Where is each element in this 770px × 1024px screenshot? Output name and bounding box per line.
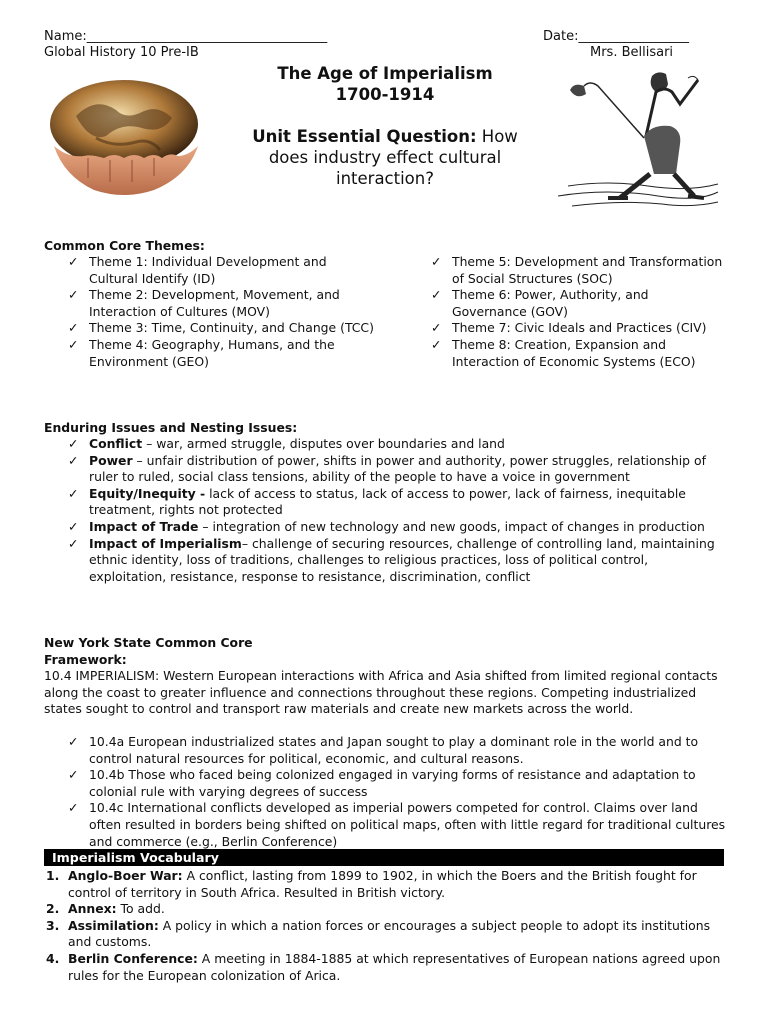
check-icon: ✓ [68,287,79,303]
check-icon: ✓ [68,518,79,534]
theme-item-8: ✓ Theme 8: Creation, Expansion and Interaction of Economic Systems (ECO) [431,336,696,369]
check-icon: ✓ [68,734,79,749]
check-icon: ✓ [68,336,79,352]
theme-item-2: ✓ Theme 2: Development, Movement, and Interaction of Cultures (MOV) [68,287,340,319]
themes-heading: Common Core Themes: [44,238,205,253]
course-name: Global History 10 Pre-IB [44,45,199,60]
essential-question-label: Unit Essential Question: [252,127,477,146]
date-field-label: Date:_________________ [543,29,689,44]
vocab-item: 3. Assimilation: A policy in which a nation forces or encourages a subject people to adopt its institutions and customs. [46,917,711,950]
issue-item: ✓ Conflict – war, armed struggle, disputes over boundaries and land [68,436,505,451]
vocab-item: 1. Anglo-Boer War: A conflict, lasting from 1899 to 1902, in which the Boers and the British fought for control of territory in South Africa. Resulted in British victory. [46,868,697,900]
document-title: The Age of Imperialism [277,64,493,83]
document-date-range: 1700-1914 [335,85,435,104]
theme-item-7: ✓ Theme 7: Civic Ideals and Practices (CIV) [431,320,707,336]
issue-item: ✓ Equity/Inequity - lack of access to status, lack of access to power, lack of fairness, inequitable treatment, rights not protected [68,485,686,518]
framework-list [44,734,728,850]
framework-item: ✓ 10.4c International conflicts developed as imperial powers competed for control. Claims over land often resulted in borders being shifted on political maps, often with little regard for traditional cultures and commerce (e.g., Berlin Conference) [68,800,726,849]
check-icon: ✓ [68,254,79,269]
essential-question [232,126,538,189]
check-icon: ✓ [68,767,79,783]
framework-item: ✓ 10.4a European industrialized states and Japan sought to play a dominant role in the world and to control natural resources for political, economic, and cultural reasons. [68,734,699,766]
check-icon: ✓ [68,535,79,551]
theme-item-3: ✓ Theme 3: Time, Continuity, and Change (TCC) [68,320,374,336]
framework-item: ✓ 10.4b Those who faced being colonized engaged in varying forms of resistance and adaptation to colonial rule with varying degrees of success [68,767,696,799]
check-icon: ✓ [68,452,79,468]
theme-item-6: ✓ Theme 6: Power, Authority, and Governance (GOV) [431,287,649,319]
issues-list [44,436,728,585]
globe-in-hand-image [36,76,211,200]
vocabulary-list [44,868,728,984]
issue-item: ✓ Power – unfair distribution of power, shifts in power and authority, power struggles, relationship of ruler to ruled, social class tensions, ability of the people to have a voice in government [68,452,706,485]
issue-item: ✓ Impact of Trade – integration of new technology and new goods, impact of changes in production [68,518,705,534]
themes-left-column [44,254,379,370]
check-icon: ✓ [68,485,79,501]
check-icon: ✓ [68,800,79,816]
issue-item: ✓ Impact of Imperialism– challenge of securing resources, challenge of controlling land, maintaining ethnic identity, loss of traditions, challenges to religious practices, loss of political control, exploitation, resistance, response to resistance, discrimination, conflict [68,535,715,584]
theme-item-1: ✓ Theme 1: Individual Development and Cultural Identify (ID) [68,254,327,286]
issues-heading: Enduring Issues and Nesting Issues: [44,420,298,435]
check-icon: ✓ [68,436,79,451]
check-icon: ✓ [431,320,442,336]
vocab-item: 4. Berlin Conference: A meeting in 1884-1885 at which representatives of European nations agreed upon rules for the European colonization of Arica. [46,950,721,983]
vocab-item: 2. Annex: To add. [46,901,165,917]
check-icon: ✓ [68,320,79,336]
teacher-name: Mrs. Bellisari [590,45,674,60]
theme-item-5: ✓ Theme 5: Development and Transformation of Social Structures (SOC) [431,254,723,286]
framework-heading: New York State Common Core Framework: [44,635,253,667]
colossus-cartoon-image [548,66,724,214]
framework-intro: 10.4 IMPERIALISM: Western European interactions with Africa and Asia shifted from limited regional contacts along the coast to greater influence and connections throughout these regions. Competing industrialized states sought to control and transport raw materials and create new markets across the world. [44,668,718,717]
check-icon: ✓ [431,287,442,303]
essential-question-text: How does industry effect cultural interaction? [268,127,518,188]
name-field-label: Name:_____________________________________ [44,29,328,44]
themes-right-column [407,254,727,370]
check-icon: ✓ [431,336,442,352]
theme-item-4: ✓ Theme 4: Geography, Humans, and the Environment (GEO) [68,336,335,369]
check-icon: ✓ [431,254,442,269]
vocabulary-heading-bar: Imperialism Vocabulary [44,849,724,866]
